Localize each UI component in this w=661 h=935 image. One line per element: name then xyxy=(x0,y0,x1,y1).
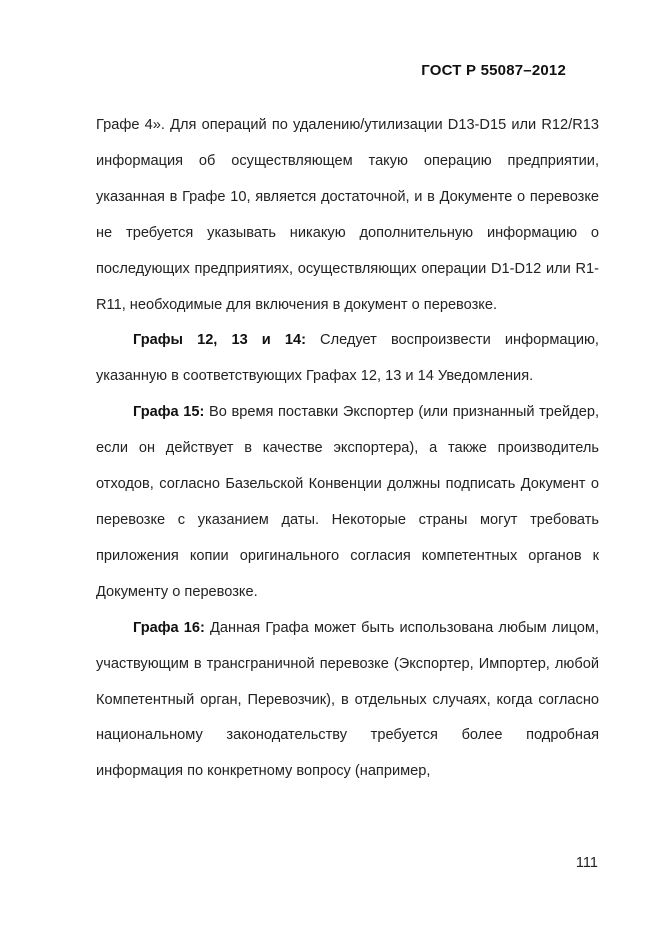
paragraph-graph-16 xyxy=(96,611,599,791)
document-header xyxy=(421,62,566,79)
paragraph-text: Во время поставки Экспортер (или признанный трейдер, если он действует в качестве экспортера), а также производитель отходов, согласно Базельской Конвенции должны подписать Документ о перевозке с указанием даты. Некоторые страны могут требовать приложения копии оригинального согласия компетентных органов к Документу о перевозке. xyxy=(96,404,599,600)
paragraph-text: Следует воспроизвести информацию, указанную в соответствующих Графах 12, 13 и 14 Уведомления. xyxy=(96,332,599,385)
paragraph-text: Данная Графа может быть использована любым лицом, участвующим в трансграничной перевозке (Экспортер, Импортер, любой Компетентный орган, Перевозчик), в отдельных случаях, когда согласно национальному законодательству требуется более подробная информация по конкретному вопросу (например, xyxy=(96,619,599,780)
standard-number: ГОСТ Р 55087–2012 xyxy=(421,62,566,79)
paragraph-continuation xyxy=(96,108,599,323)
paragraph-lead: Графа 16: xyxy=(133,619,205,636)
paragraph-graph-15 xyxy=(96,395,599,610)
paragraph-lead: Графа 15: xyxy=(133,404,205,421)
paragraph-text: Графе 4». Для операций по удалению/утилизации D13-D15 или R12/R13 информация об осуществляющем такую операцию предприятии, указанная в Графе 10, является достаточной, и в Документе о перевозке не требуется указывать никакую дополнительную информацию о последующих предприятиях, осуществляющих операции D1-D12 или R1-R11, необходимые для включения в документ о перевозке. xyxy=(96,117,599,313)
document-body xyxy=(96,108,599,790)
page-number: 111 xyxy=(575,855,598,871)
paragraph-lead: Графы 12, 13 и 14: xyxy=(133,332,306,349)
paragraph-graphs-12-14 xyxy=(96,323,599,395)
